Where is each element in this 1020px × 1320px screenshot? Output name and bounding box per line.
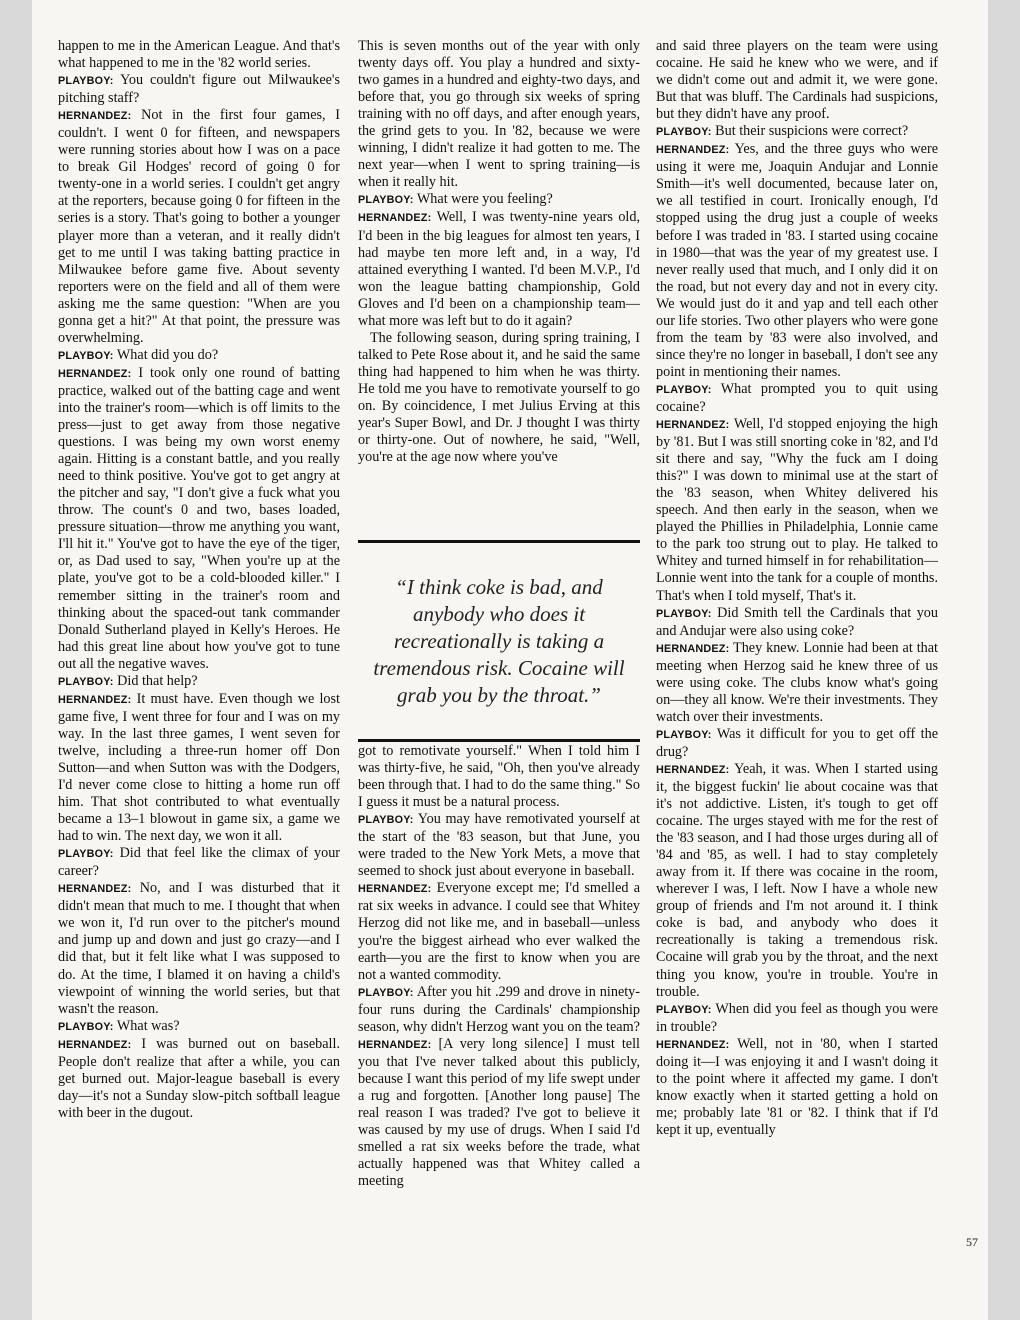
paragraph-text: They knew. Lonnie had been at that meeting when Herzog said he knew three of us were using coke. The clubs know what's going on—they all know. We're their investments. They watch over their investments. [656, 639, 938, 725]
speaker-label: PLAYBOY: [656, 607, 712, 620]
paragraph [656, 123, 938, 141]
paragraph [656, 141, 938, 381]
speaker-label: HERNANDEZ: [358, 883, 432, 896]
speaker-label: PLAYBOY: [656, 728, 712, 741]
paragraph-text: Yes, and the three guys who were using it were me, Joaquin Andujar and Lonnie Smith—it's well documented, because later on, we all testified in court. Ironically enough, I'd stopped using the drug just a couple of weeks before I was traded in '83. I started using cocaine in 1980—that was the year of my greatest use. I never really used that much, and I only did it on the road, but not every day and not in every city. We would just do it and yap and tell each other our life stories. Two other players who were gone from the team by '83 were also involved, and since they're no longer in baseball, I don't see any point in mentioning their names. [656, 141, 938, 380]
paragraph-text: What did you do? [116, 346, 219, 363]
speaker-label: HERNANDEZ: [656, 419, 730, 432]
paragraph-text: I took only one round of batting practice, walked out of the batting cage and went into the trainer's room—which is off limits to the press—just to get away from those negative questions. I was being my own worst enemy again. Hitting is a constant battle, and you really need to think positive. You've got to get angry at the pitcher and say, "I don't give a fuck what you throw. The count's 0 and two, bases loaded, pressure situation—throw me anything you want, I'll hit it." You've got to have the eye of the tiger, or, as Dad used to say, "When you're up at the plate, you've got to be a cold-blooded killer." I remember sitting in the trainer's room and thinking about the spaced-out tank commander Donald Sutherland played in Kelly's Heroes. He had this great line about how you've got to tune out all the negative waves. [58, 364, 340, 672]
paragraph-text: Well, I was twenty-nine years old, I'd been in the big leagues for almost ten years, I had maybe ten more left and, in a way, I'd attained everything I wanted. I'd been M.V.P., I'd won the league batting championship, Gold Gloves and I'd been on a championship team—what more was left but to do it again? [358, 209, 640, 329]
paragraph-text: What prompted you to quit using cocaine? [656, 380, 939, 415]
paragraph-text: What were you feeling? [416, 191, 553, 208]
paragraph [656, 640, 938, 726]
paragraph-text: You couldn't figure out Milwaukee's pitching staff? [58, 72, 340, 107]
speaker-label: PLAYBOY: [358, 814, 414, 827]
paragraph-text: got to remotivate yourself." When I told him I was thirty-five, he said, "Oh, then you've already been through that. I had to do the same thing." So I guess it must be a natural process. [358, 743, 640, 811]
paragraph [58, 347, 340, 365]
speaker-label: PLAYBOY: [58, 1020, 114, 1033]
speaker-label: HERNANDEZ: [58, 367, 132, 380]
paragraph [358, 743, 640, 811]
paragraph [358, 38, 640, 191]
speaker-label: HERNANDEZ: [58, 883, 132, 896]
speaker-label: HERNANDEZ: [358, 1038, 432, 1051]
paragraph-text: and said three players on the team were using cocaine. He said he knew who we were, and if we didn't come out and admit it, we were gone. But that was bluff. The Cardinals had suspicions, but they didn't have any proof. [656, 38, 938, 123]
paragraph [656, 605, 938, 640]
paragraph-text: What was? [116, 1017, 180, 1034]
page-number: 57 [966, 1235, 978, 1249]
paragraph [656, 1036, 938, 1139]
paragraph [358, 984, 640, 1036]
paragraph [358, 880, 640, 983]
paragraph [58, 845, 340, 880]
paragraph-text: Yeah, it was. When I started using it, the biggest fuckin' lie about cocaine was that it's not addictive. Listen, it's tough to get off cocaine. The urges stayed with me for the rest of the '83 season, and I had those urges during all of '84 and '85, as well. I had to stay completely away from it. If there was cocaine in the room, wherever I was, I left. Now I have a whole new group of friends and I'm not around it. I think coke is bad, and anybody who does it recreationally is taking a tremendous risk. Cocaine will grab you by the throat, and the next thing you know, you're in trouble. You're in trouble. [656, 760, 938, 1000]
speaker-label: PLAYBOY: [58, 75, 114, 88]
paragraph [58, 365, 340, 673]
paragraph-text: I was burned out on baseball. People don't realize that after a while, you can get burned out. Major-league baseball is every day—it's not a Sunday slow-pitch softball league with beer in the dugout. [58, 1035, 340, 1121]
paragraph [58, 1036, 340, 1122]
paragraph-text: Not in the first four games, I couldn't. I went 0 for fifteen, and newspapers were running stories about how I was on a pace to break Gil Hodges' record of going 0 for twenty-one in a world series. I couldn't get angry at the reporters, because going 0 for fifteen in the series is a story. That's going to bother a younger player more than a veteran, and it really didn't get to me until I was taking batting practice in Milwaukee before game five. About seventy reporters were on the field and all of them were asking me the same question: "When are you gonna get a hit?" At that point, the pressure was overwhelming. [58, 107, 341, 346]
speaker-label: HERNANDEZ: [58, 1038, 132, 1051]
paragraph [58, 1018, 340, 1036]
paragraph [58, 72, 340, 107]
paragraph-text: Everyone except me; I'd smelled a rat six weeks in advance. I could see that Whitey Herzog did not like me, and in baseball—unless you're the biggest airhead who ever walked the earth—you are the first to know when you are not a wanted commodity. [358, 880, 640, 983]
speaker-label: PLAYBOY: [358, 986, 414, 999]
speaker-label: HERNANDEZ: [656, 642, 730, 655]
paragraph-text: But their suspicions were correct? [715, 123, 909, 140]
paragraph [656, 726, 938, 761]
paragraph [58, 691, 340, 845]
speaker-label: PLAYBOY: [656, 1003, 712, 1016]
speaker-label: PLAYBOY: [58, 675, 114, 688]
paragraph [358, 811, 640, 880]
paragraph-text: This is seven months out of the year with only twenty days off. You play a hundred and sixty-two games in a hundred and eighty-two days, and before that, you go through six weeks of spring training with no off days, and after enough years, the grind gets to you. In '82, because we were winning, I didn't realize it had gotten to me. The next year—when I went to spring training—is when it really hit. [358, 38, 640, 191]
speaker-label: HERNANDEZ: [58, 110, 132, 123]
paragraph [58, 107, 340, 347]
column-2-top [358, 38, 640, 466]
column-2-bottom [358, 743, 640, 1190]
paragraph-text: Well, I'd stopped enjoying the high by '81. But I was still snorting coke in '82, and I'd sit there and say, "Why the fuck am I doing this?" I was down to minimal use at the start of the '83 season, when Whitey delivered his speech. And then early in the season, when we played the Phillies in Philadelphia, Lonnie came to the park too strung out to play. He talked to Whitey and turned himself in for rehabilitation—Lonnie went into the tank for a couple of months. That's when I told myself, That's it. [656, 416, 938, 604]
pull-quote [358, 540, 640, 742]
paragraph [656, 761, 938, 1001]
paragraph-text: When did you feel as though you were in trouble? [656, 1000, 938, 1035]
speaker-label: PLAYBOY: [656, 126, 712, 139]
paragraph-text: After you hit .299 and drove in ninety-four runs during the Cardinals' championship season, why didn't Herzog want you on the team? [358, 983, 640, 1035]
paragraph-text: No, and I was disturbed that it didn't mean that much to me. I thought that when we won it, I'd run over to the pitcher's mound and jump up and down and just go crazy—and I did that, but it felt like what I was supposed to do. At the time, I blamed it on having a child's viewpoint of winning the world series, but that wasn't the reason. [58, 880, 340, 1017]
paragraph [656, 38, 938, 123]
speaker-label: HERNANDEZ: [656, 144, 730, 157]
paragraph-text: [A very long silence] I must tell you that I've never talked about this publicly, because I want this period of my life swept under a rug and forgotten. [Another long pause] The real reason I was traded? I've got to believe it was caused by my use of drugs. When I said I'd smelled a rat six weeks before the trade, what actually happened was that Whitey called a meeting [358, 1035, 640, 1190]
speaker-label: HERNANDEZ: [58, 693, 132, 706]
paragraph [358, 330, 640, 466]
paragraph-text: You may have remotivated yourself at the start of the '83 season, but that June, you were traded to the New York Mets, a move that seemed to shock just about everyone in baseball. [358, 811, 640, 880]
paragraph-text: Well, not in '80, when I started doing it—I was enjoying it and I wasn't doing it to the point where it affected my game. I don't know exactly when it started getting a hold on me; probably late '81 or '82. I think that if I'd kept it up, eventually [656, 1035, 938, 1138]
speaker-label: HERNANDEZ: [656, 1038, 730, 1051]
speaker-label: PLAYBOY: [656, 383, 712, 396]
speaker-label: HERNANDEZ: [358, 212, 432, 225]
paragraph-text: Did that help? [117, 672, 198, 689]
paragraph-text: Did Smith tell the Cardinals that you and Andujar were also using coke? [656, 604, 938, 639]
paragraph [358, 1036, 640, 1190]
paragraph [358, 191, 640, 209]
paragraph [358, 209, 640, 329]
speaker-label: PLAYBOY: [58, 848, 114, 861]
speaker-label: PLAYBOY: [358, 194, 414, 207]
paragraph [58, 880, 340, 1017]
speaker-label: HERNANDEZ: [656, 763, 730, 776]
paragraph [58, 673, 340, 691]
paragraph [656, 1001, 938, 1036]
paragraph [656, 381, 938, 416]
paragraph [656, 416, 938, 605]
pull-quote-text: “I think coke is bad, and anybody who does it recreationally is taking a tremendous risk. Cocaine will grab you by the throat.” [373, 574, 625, 707]
paragraph-text: The following season, during spring training, I talked to Pete Rose about it, and he said the same thing had happened to him when he was thirty. He told me you have to remotivate yourself to go on. By coincidence, I met Julius Erving at this year's Super Bowl, and Dr. J thought I was thirty or thirty-one. Out of nowhere, he said, "Well, you're at the age now where you've [358, 329, 640, 466]
paragraph-text: Did that feel like the climax of your career? [58, 845, 341, 880]
paragraph [58, 38, 340, 72]
column-3 [656, 38, 938, 1139]
column-1 [58, 38, 340, 1122]
speaker-label: PLAYBOY: [58, 349, 114, 362]
paragraph-text: happen to me in the American League. And that's what happened to me in the '82 world series. [58, 38, 340, 72]
magazine-page [32, 0, 988, 1320]
paragraph-text: It must have. Even though we lost game five, I went three for four and I was on my way. In the last three games, I went seven for twelve, including a three-run homer off Don Sutton—and when Sutton was with the Dodgers, I'd never come close to hitting a home run off him. That shot contributed to what eventually became a 13–1 blowout in game six, a game we had to win. The next day, we won it all. [58, 690, 340, 845]
paragraph-text: Was it difficult for you to get off the drug? [656, 725, 939, 760]
